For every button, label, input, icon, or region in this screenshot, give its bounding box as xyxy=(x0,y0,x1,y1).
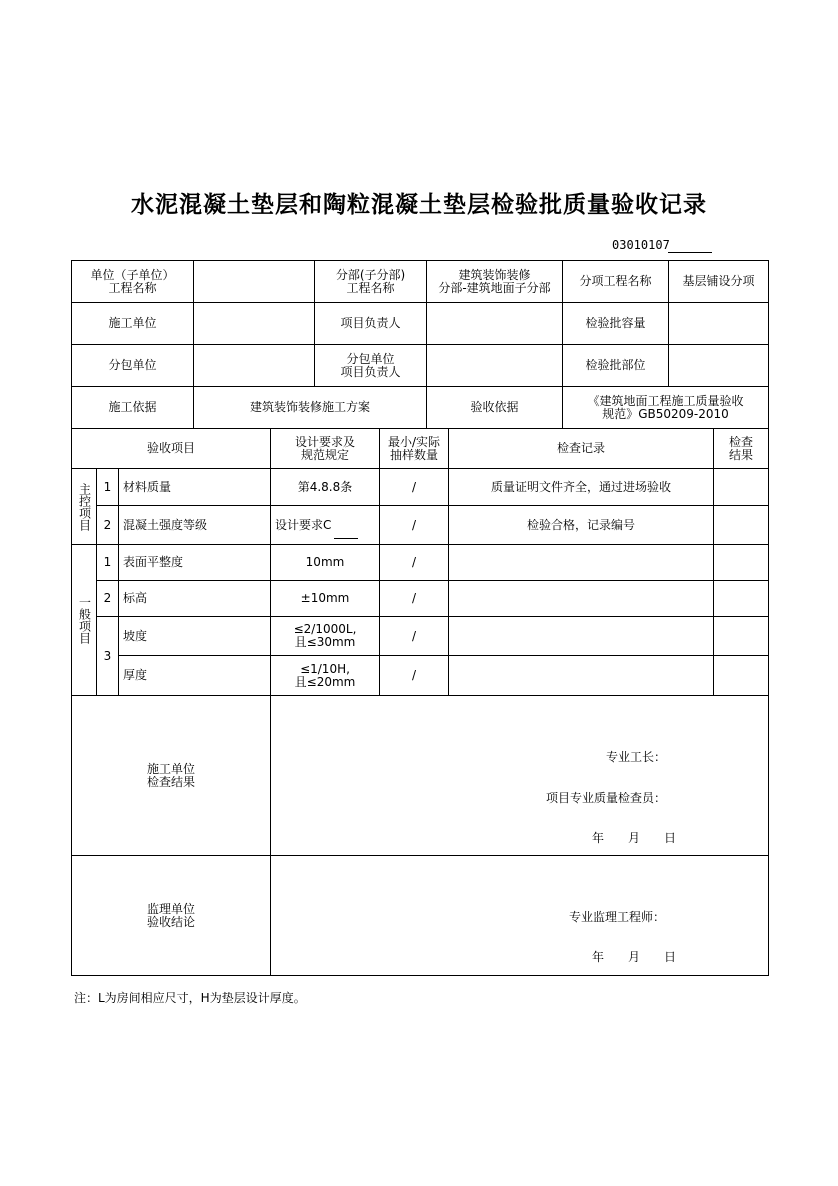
capacity-label: 检验批容量 xyxy=(563,303,669,345)
code-underline xyxy=(668,252,712,253)
general-row-2-no: 2 xyxy=(97,581,119,617)
supervise-label: 监理单位 验收结论 xyxy=(72,856,271,976)
general-row-1-record[interactable] xyxy=(449,545,714,581)
general-row-2-record[interactable] xyxy=(449,581,714,617)
general-row-4-sample: / xyxy=(380,656,449,696)
subcontract-value[interactable] xyxy=(194,345,315,387)
general-row-2-design: ±10mm xyxy=(271,581,380,617)
page-title: 水泥混凝土垫层和陶粒混凝土垫层检验批质量验收记录 xyxy=(131,191,707,218)
unit-value[interactable] xyxy=(194,261,315,303)
pm-value[interactable] xyxy=(427,303,563,345)
accept-basis-value: 《建筑地面工程施工质量验收 规范》GB50209-2010 xyxy=(563,387,769,429)
form-code: 03010107 xyxy=(612,238,670,252)
foreman-label: 专业工长： xyxy=(606,750,667,764)
general-row-1-design: 10mm xyxy=(271,545,380,581)
general-row-3-result[interactable] xyxy=(714,617,769,656)
part-value[interactable] xyxy=(669,345,769,387)
col-sample: 最小/实际 抽样数量 xyxy=(380,429,449,469)
capacity-value[interactable] xyxy=(669,303,769,345)
main-group-label xyxy=(72,469,97,545)
general-row-2-sample: / xyxy=(380,581,449,617)
general-row-1-sample: / xyxy=(380,545,449,581)
footnote: 注：L为房间相应尺寸，H为垫层设计厚度。 xyxy=(74,991,306,1005)
main-row-1-name: 材料质量 xyxy=(119,469,271,506)
col-record: 检查记录 xyxy=(449,429,714,469)
sub-label: 分部(子分部) 工程名称 xyxy=(315,261,427,303)
subcontract-label: 分包单位 xyxy=(72,345,194,387)
general-row-4-record[interactable] xyxy=(449,656,714,696)
col-result: 检查 结果 xyxy=(714,429,769,469)
item-value: 基层铺设分项 xyxy=(669,261,769,303)
general-row-2-name: 标高 xyxy=(119,581,271,617)
general-row-3-record[interactable] xyxy=(449,617,714,656)
main-group-text: 主控项目 xyxy=(77,482,92,531)
pm-label: 项目负责人 xyxy=(315,303,427,345)
main-row-1-no: 1 xyxy=(97,469,119,506)
main-row-2-name: 混凝土强度等级 xyxy=(119,506,271,545)
general-row-3-name: 坡度 xyxy=(119,617,271,656)
general-row-3-design: ≤2/1000L, 且≤30mm xyxy=(271,617,380,656)
main-row-2-result[interactable] xyxy=(714,506,769,545)
unit-label: 单位（子单位） 工程名称 xyxy=(72,261,194,303)
part-label: 检验批部位 xyxy=(563,345,669,387)
check-date: 年 月 日 xyxy=(592,831,677,845)
check-area[interactable] xyxy=(271,696,769,856)
general-row-1-name: 表面平整度 xyxy=(119,545,271,581)
general-row-1-no: 1 xyxy=(97,545,119,581)
sub-value: 建筑装饰装修 分部-建筑地面子分部 xyxy=(427,261,563,303)
general-group-label xyxy=(72,545,97,696)
subcontract-pm-label: 分包单位 项目负责人 xyxy=(315,345,427,387)
strength-underline xyxy=(334,538,358,539)
subcontract-pm-value[interactable] xyxy=(427,345,563,387)
general-group-text: 一般项目 xyxy=(77,596,92,644)
main-row-2-record: 检验合格，记录编号 xyxy=(449,506,714,545)
main-row-1-result[interactable] xyxy=(714,469,769,506)
supervise-area[interactable] xyxy=(271,856,769,976)
accept-basis-label: 验收依据 xyxy=(427,387,563,429)
main-row-2-design: 设计要求C xyxy=(271,506,380,545)
engineer-label: 专业监理工程师： xyxy=(569,910,666,924)
main-row-1-record: 质量证明文件齐全，通过进场验收 xyxy=(449,469,714,506)
general-row-1-result[interactable] xyxy=(714,545,769,581)
basis-value: 建筑装饰装修施工方案 xyxy=(194,387,427,429)
general-row-4-name: 厚度 xyxy=(119,656,271,696)
general-row-4-result[interactable] xyxy=(714,656,769,696)
item-label: 分项工程名称 xyxy=(563,261,669,303)
general-row-3-sample: / xyxy=(380,617,449,656)
check-label: 施工单位 检查结果 xyxy=(72,696,271,856)
general-row-2-result[interactable] xyxy=(714,581,769,617)
general-row-3-no: 3 xyxy=(97,617,119,696)
col-item: 验收项目 xyxy=(72,429,271,469)
supervise-date: 年 月 日 xyxy=(592,950,677,964)
general-row-4-design: ≤1/10H, 且≤20mm xyxy=(271,656,380,696)
construct-unit-value[interactable] xyxy=(194,303,315,345)
col-design: 设计要求及 规范规定 xyxy=(271,429,380,469)
main-row-2-no: 2 xyxy=(97,506,119,545)
construct-unit-label: 施工单位 xyxy=(72,303,194,345)
basis-label: 施工依据 xyxy=(72,387,194,429)
main-row-1-design: 第4.8.8条 xyxy=(271,469,380,506)
main-row-2-sample: / xyxy=(380,506,449,545)
inspector-label: 项目专业质量检查员： xyxy=(546,791,667,805)
main-row-1-sample: / xyxy=(380,469,449,506)
